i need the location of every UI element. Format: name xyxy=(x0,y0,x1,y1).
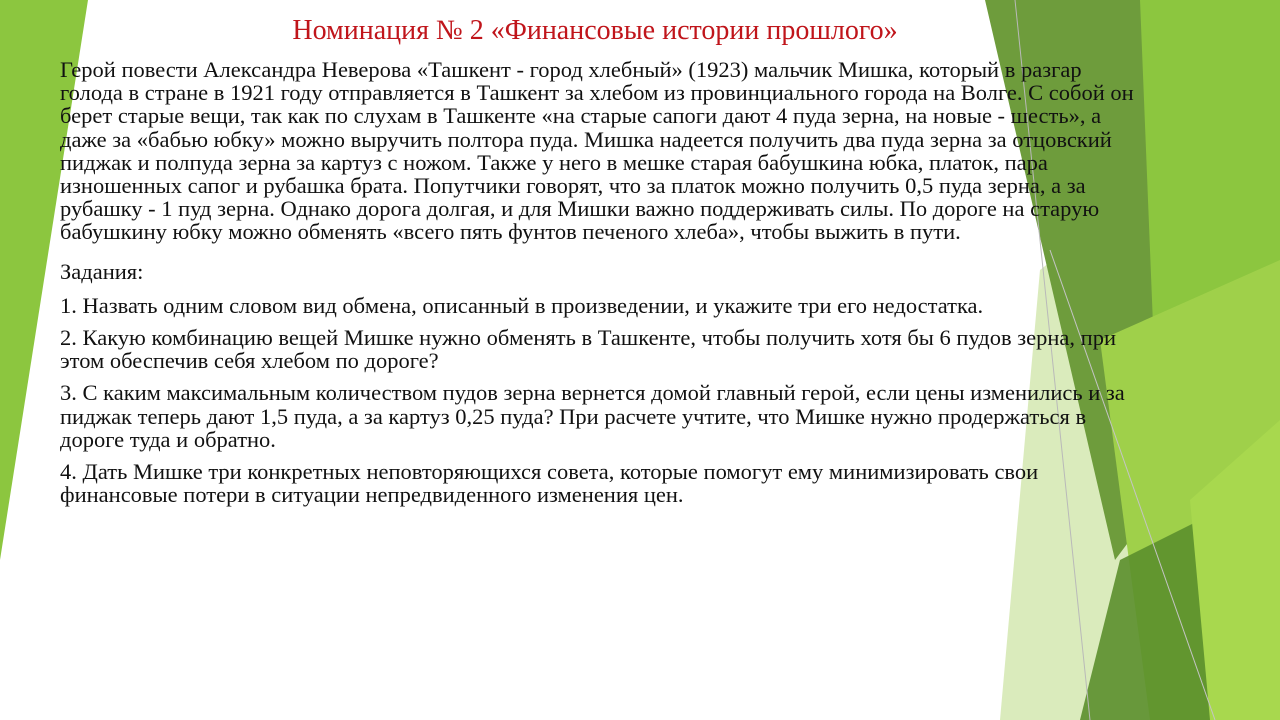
task-item-2: 2. Какую комбинацию вещей Мишке нужно обменять в Ташкенте, чтобы получить хотя бы 6 пудов зерна, при этом обеспечив себя хлебом по дороге? xyxy=(60,325,1116,374)
intro-paragraph: Герой повести Александра Неверова «Ташкент - город хлебный» (1923) мальчик Мишка, который в разгар голода в стране в 1921 году отправляется в Ташкент за хлебом из провинциального города на Волге. С собой он берет старые вещи, так как по слухам в Ташкенте «на старые сапоги дают 4 пуда зерна, на новые - шесть», а даже за «бабью юбку» можно выручить полтора пуда. Мишка надеется получить два пуда зерна за отцовский пиджак и полпуда зерна за картуз с ножом. Также у него в мешке старая бабушкина юбка, платок, пара изношенных сапог и рубашка брата. Попутчики говорят, что за платок можно получить 0,5 пуда зерна, а за рубашку - 1 пуд зерна. Однако дорога долгая, и для Мишки важно поддерживать силы. По дороге на старую бабушкину юбку можно обменять «всего пять фунтов печеного хлеба», чтобы выжить в пути. xyxy=(60,57,1134,245)
slide-body xyxy=(60,58,1150,515)
task-item-4: 4. Дать Мишке три конкретных неповторяющихся совета, которые помогут ему минимизировать свои финансовые потери в ситуации непредвиденного изменения цен. xyxy=(60,459,1039,508)
slide-title: Номинация № 2 «Финансовые истории прошлого» xyxy=(292,15,898,46)
task-item-3: 3. С каким максимальным количеством пудов зерна вернется домой главный герой, если цены изменились и за пиджак теперь дают 1,5 пуда, а за картуз 0,25 пуда? При расчете учтите, что Мишке нужно продержаться в дороге туда и обратно. xyxy=(60,380,1125,452)
task-item-1: 1. Назвать одним словом вид обмена, описанный в произведении, и укажите три его недостатка. xyxy=(60,292,984,318)
tasks-label: Задания: xyxy=(60,258,144,284)
